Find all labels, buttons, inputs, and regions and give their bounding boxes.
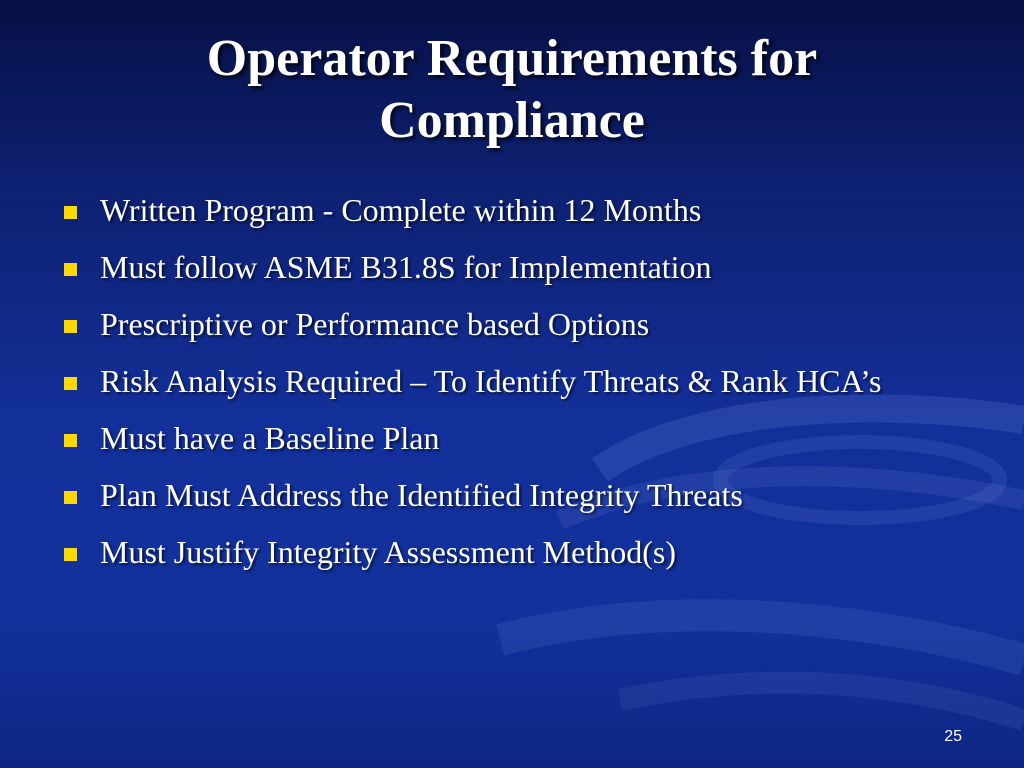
slide-page-number: 25 [944,728,962,745]
bullet-text: Must Justify Integrity Assessment Method(s) [100,534,676,570]
bullet-text: Prescriptive or Performance based Options [100,306,650,342]
square-bullet-icon [64,320,77,333]
square-bullet-icon [64,548,77,561]
bullet-text: Must follow ASME B31.8S for Implementation [100,249,712,285]
bullet-list [62,188,962,587]
bullet-item [62,302,962,346]
bullet-text: Plan Must Address the Identified Integrity Threats [100,477,743,513]
bullet-item [62,245,962,289]
bullet-item [62,359,962,403]
bullet-text: Written Program - Complete within 12 Months [100,192,702,228]
bullet-item [62,473,962,517]
bullet-text: Risk Analysis Required – To Identify Threats & Rank HCA’s [100,363,882,399]
square-bullet-icon [64,434,77,447]
square-bullet-icon [64,377,77,390]
bullet-item [62,530,962,574]
bullet-item [62,416,962,460]
bullet-text: Must have a Baseline Plan [100,420,440,456]
square-bullet-icon [64,263,77,276]
square-bullet-icon [64,491,77,504]
bullet-item [62,188,962,232]
slide-title: Operator Requirements for Compliance [206,30,818,149]
square-bullet-icon [64,206,77,219]
